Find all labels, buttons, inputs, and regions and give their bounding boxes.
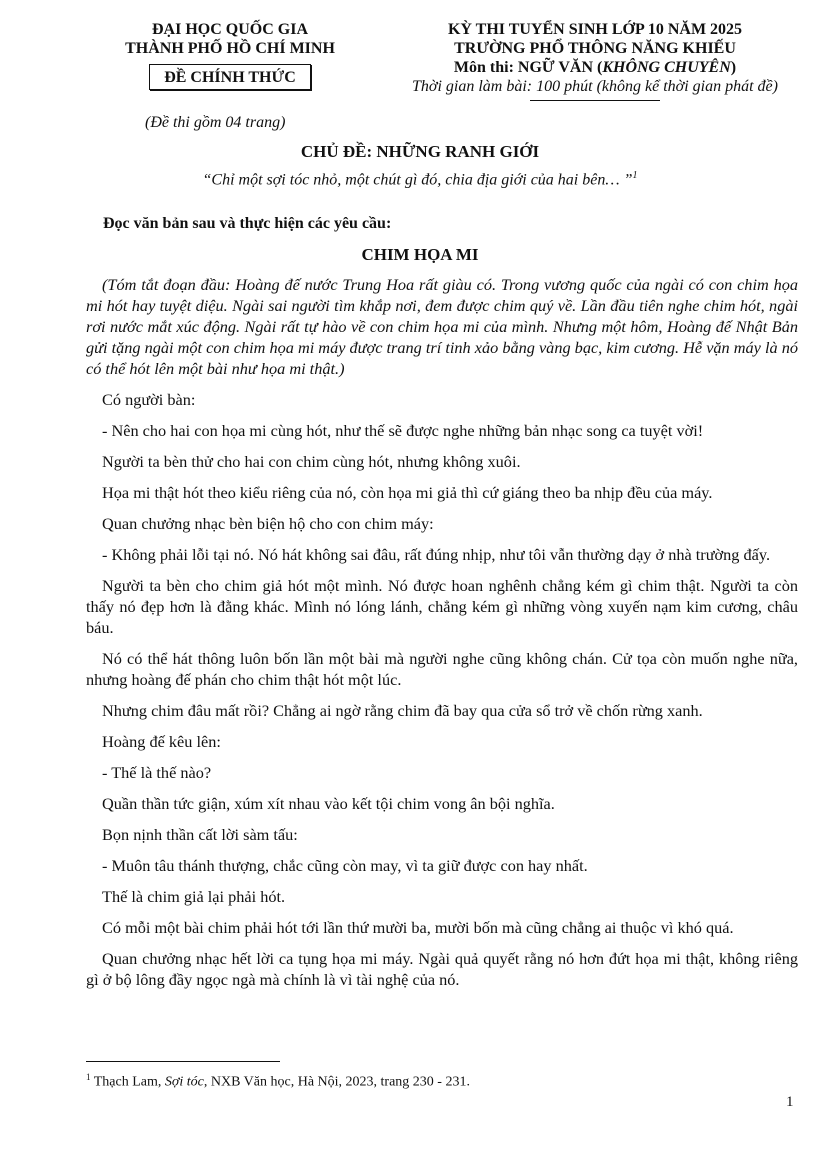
paragraph: Người ta bèn cho chim giả hót một mình. Nó được hoan nghênh chẳng kém gì chim thật. Người ta còn thấy nó đẹp hơn là đằng khác. Mình nó lóng lánh, chẳng kém gì những vòng xuyến nạm kim cương, châu báu. (86, 576, 798, 637)
paragraph: Hoàng đế kêu lên: (102, 732, 221, 751)
subject-line (380, 58, 810, 77)
story-title: CHIM HỌA MI (361, 245, 479, 264)
reading-instruction: Đọc văn bản sau và thực hiện các yêu cầu: (103, 215, 392, 232)
paragraph: Thế là chim giả lại phải hót. (102, 887, 286, 906)
paragraph: - Thế là thế nào? (102, 763, 212, 782)
paragraph: Người ta bèn thử cho hai con chim cùng hót, nhưng không xuôi. (102, 452, 521, 471)
topic-heading: CHỦ ĐỀ: NHỮNG RANH GIỚI (300, 142, 540, 161)
official-exam-label: ĐỀ CHÍNH THỨC (149, 64, 311, 90)
exam-duration: Thời gian làm bài: 100 phút (không kể thời gian phát đề) (412, 78, 778, 95)
paragraph: - Muôn tâu thánh thượng, chắc cũng còn may, vì ta giữ được con hay nhất. (102, 856, 588, 875)
paragraph: Quan chưởng nhạc hết lời ca tụng họa mi máy. Ngài quả quyết rằng nó hơn đứt họa mi thật, không riêng gì ở bộ lông đầy ngọc ngà mà chính là vì tài nghệ của nó. (86, 949, 798, 989)
footnote (86, 1072, 470, 1091)
exam-title: KỲ THI TUYỂN SINH LỚP 10 NĂM 2025 (447, 21, 743, 38)
paragraph: Có người bàn: (102, 390, 196, 409)
footnote-author: Thạch Lam, (90, 1074, 165, 1090)
university-line-1: ĐẠI HỌC QUỐC GIA (151, 21, 308, 38)
paragraph: - Không phải lỗi tại nó. Nó hát không sai đâu, rất đúng nhịp, như tôi vẫn thường dạy ở nhà trường đấy. (102, 545, 771, 564)
epigraph-text: “Chỉ một sợi tóc nhỏ, một chút gì đó, chia địa giới của hai bên… ” (202, 171, 633, 189)
header-left (100, 20, 360, 90)
paragraph: Bọn nịnh thần cất lời sàm tấu: (102, 825, 298, 844)
subject-suffix: ) (730, 59, 737, 76)
header-rule (530, 100, 660, 101)
paragraph: Nó có thể hát thông luôn bốn lần một bài mà người nghe cũng không chán. Cử tọa còn muốn nghe nữa, nhưng hoàng đế phán cho chim thật hót một lúc. (86, 649, 798, 689)
paragraph: - Nên cho hai con họa mi cùng hót, như thế sẽ được nghe những bản nhạc song ca tuyệt vời! (102, 421, 704, 440)
paragraph: Có mỗi một bài chim phải hót tới lần thứ mười ba, mười bốn mà cũng chẳng ai thuộc vì khó quá. (102, 918, 734, 937)
footnote-divider (86, 1061, 280, 1062)
paragraph: Nhưng chim đâu mất rồi? Chẳng ai ngờ rằng chim đã bay qua cửa sổ trở về chốn rừng xanh. (102, 701, 703, 720)
footnote-details: , NXB Văn học, Hà Nội, 2023, trang 230 - 231. (203, 1074, 470, 1090)
school-name: TRƯỜNG PHỔ THÔNG NĂNG KHIẾU (454, 40, 736, 57)
subject-type: KHÔNG CHUYÊN (602, 59, 731, 76)
epigraph (0, 170, 840, 189)
story-body (86, 274, 798, 1000)
footnote-marker: 1 (86, 1072, 91, 1082)
footnote-ref: 1 (632, 170, 638, 181)
summary-paragraph: (Tóm tắt đoạn đầu: Hoàng đế nước Trung Hoa rất giàu có. Trong vương quốc của ngài có con chim họa mi hót hay tuyệt diệu. Ngài sai người tìm khắp nơi, đem được chim quý về. Lần đầu tiên nghe chim hót, ngài rơi nước mắt xúc động. Ngài rất tự hào về con chim họa mi của mình. Nhưng một hôm, Hoàng đế Nhật Bản gửi tặng ngài một con chim họa mi máy được trang trí tinh xảo bằng vàng bạc, kim cương. Hễ vặn máy là nó có thể hót lên một bài như họa mi thật.) (86, 275, 798, 378)
paragraph: Quần thần tức giận, xúm xít nhau vào kết tội chim vong ân bội nghĩa. (102, 794, 555, 813)
paragraph: Quan chưởng nhạc bèn biện hộ cho con chim máy: (102, 514, 434, 533)
subject-prefix: Môn thi: NGỮ VĂN ( (453, 59, 603, 76)
footnote-work: Sợi tóc (164, 1074, 204, 1090)
header-right (380, 20, 810, 101)
pages-note: (Đề thi gồm 04 trang) (145, 114, 286, 131)
university-line-2: THÀNH PHỐ HỒ CHÍ MINH (125, 40, 335, 57)
paragraph: Họa mi thật hót theo kiểu riêng của nó, còn họa mi giả thì cứ giáng theo ba nhịp đều của máy. (102, 483, 713, 502)
page-number: 1 (786, 1094, 794, 1110)
